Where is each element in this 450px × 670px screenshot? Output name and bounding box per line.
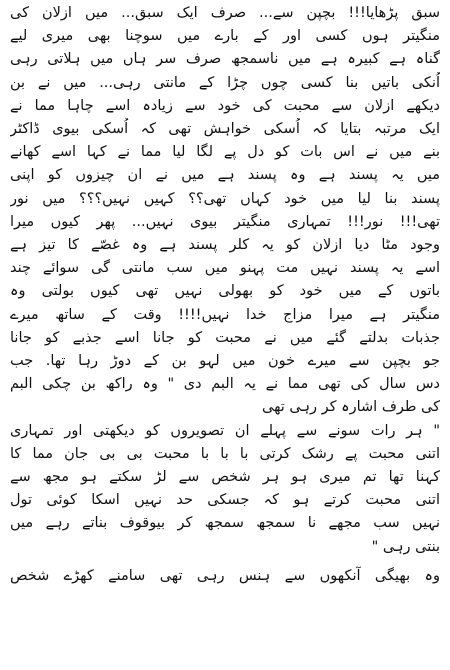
text-line: گناہ ہے کبیرہ ہے میں ناسمجھ صرف سر ہاں میں ہلاتی رہی [10,51,440,68]
text-line: اسے یہ پسند نہیں مت پہنو میں سب مانتی گی سوائے چند [10,260,440,277]
text-line: دیکھے ازلان سے محبت کی خود سے زیادہ اسے چاہا مما نے [10,97,440,114]
text-line: اُنکی باتیں بنا کسی چوں چڑا کے مانتی رہی... میں نے بن [10,74,440,91]
text-line: باتوں کے میں خود کو بھولی نہیں تھی کیوں بولتی وہ [10,283,440,300]
paragraph-3 [10,565,440,588]
text-line: سبق پڑھایا!!! بچپن سے... صرف ایک سبق... میں ازلان کی [10,5,440,21]
text-line: " ہر رات سونے سے پہلے ان تصویروں کو دیکھتی اور تمہاری [10,422,440,439]
story-text [10,2,440,588]
text-line: کی طرف اشارہ کر رہی تھی [262,399,440,416]
text-line: نہیں سب مجھے نا سمجھ سمجھ کر بیوقوف بناتے رہے میں [10,515,440,532]
text-line: اتنی محبت پے رشک کرتی با با با محبت بی بی جان مما کا [10,445,440,462]
text-line: وہ بھیگی آنکھوں سے ہنس رہی تھی سامنے کھڑے شخص [10,567,440,584]
text-line: جو بچپن سے میرے خون میں لہو بن کے دوڑ رہا تھا. جب [10,353,440,370]
text-line: ایک مرتبہ بتایا کہ اُسکی خواہش تھی کہ اُسکی بیوی ڈاکٹر [10,121,440,138]
text-line: وجود مٹا دیا ازلان کو یہ کلر پسند ہے وہ غصّے کا تیز ہے [10,237,440,254]
text-line: اتنی محبت کرتے ہو کہ جسکی حد نہیں اسکا کوئی تول [10,492,440,509]
text-line: کہنا تھا تم میری ہو ہر شخص سے لڑ سکتے ہو مجھ سے [10,469,440,486]
text-line: منگیتر ہوں کسی اور کے بارے میں سوچنا بھی میری لیے [10,28,440,45]
text-line: دس سال کی تھی مما نے یہ البم دی " وہ راکھ بن چکی البم [10,376,440,393]
text-line: میں یہ پسند ہے وہ پسند ہے میں نے ان چیزوں کو اپنی [10,167,440,184]
paragraph-2 [10,420,440,559]
text-line: منگیتر ہے میرا مزاج خدا نہیں!!!! وقت کے ساتھ میرے [10,306,440,323]
text-line: بنے میں نے اس بات کو دل پے لگا لیا مما نے کہا اسے کھانے [10,144,440,161]
text-line: بنتی رہی " [371,538,440,555]
text-line: جذبات بدلتے گئے میں نے محبت کو جانا اسے جذبے کو جانا [10,329,440,346]
text-line: تھی!!! نور!!! تمہاری منگیتر بیوی نہیں... پھر کیوں میرا [10,213,440,230]
text-line: پسند بنا لیا میں خود کہاں تھی؟؟ کہیں نہیں؟؟؟ میں نور [10,190,440,207]
paragraph-1 [10,2,440,420]
